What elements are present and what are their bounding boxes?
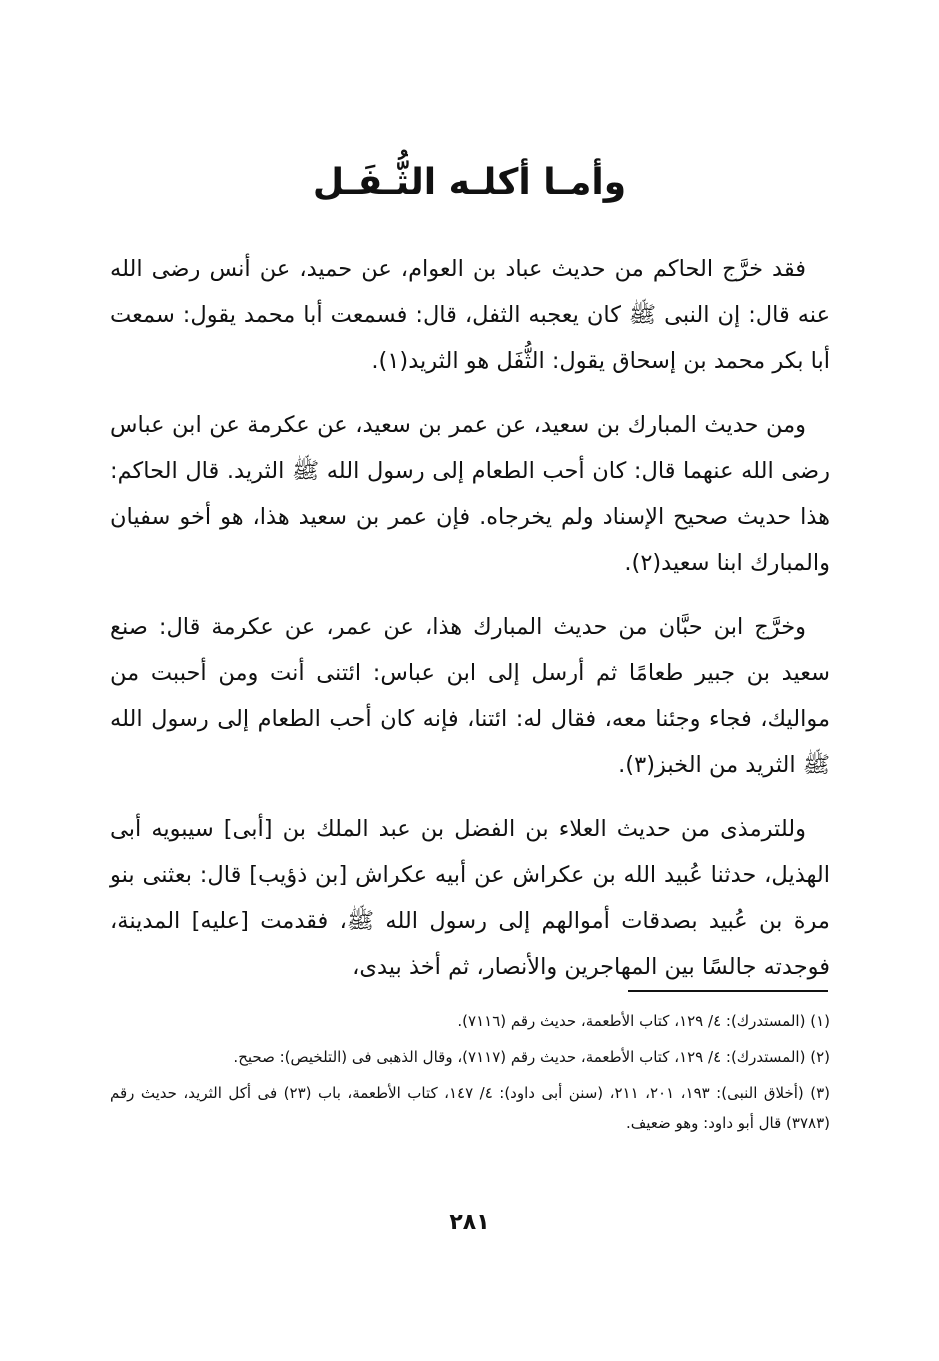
footnote: (١) (المستدرك): ٤/ ١٢٩، كتاب الأطعمة، حديث رقم (٧١١٦). — [457, 1012, 830, 1030]
footnote: (٢) (المستدرك): ٤/ ١٢٩، كتاب الأطعمة، حديث رقم (٧١١٧)، وقال الذهبى فى (التلخيص): صحيح. — [233, 1048, 830, 1066]
paragraph: وخرَّج ابن حبَّان من حديث المبارك هذا، عن عمر، عن عكرمة قال: صنع سعيد بن جبير طعامًا ثم أرسل إلى ابن عباس: ائتنى أنت ومن أحببت من مواليك، فجاء وجئنا معه، فقال له: ائتنا، فإنه كان أحب الطعام إلى رسول الله ﷺ الثريد من الخبز(٣). — [110, 614, 830, 778]
paragraph: ومن حديث المبارك بن سعيد، عن عمر بن سعيد، عن عكرمة عن ابن عباس رضى الله عنهما قال: كان أحب الطعام إلى رسول الله ﷺ الثريد. قال الحاكم: هذا حديث صحيح الإسناد ولم يخرجاه. فإن عمر بن سعيد هذا، هو أخو سفيان والمبارك ابنا سعيد(٢). — [110, 412, 830, 576]
footnotes — [110, 1006, 830, 1144]
footnote: (٣) (أخلاق النبى): ١٩٣، ٢٠١، ٢١١، (سنن أبى داود): ٤/ ١٤٧، كتاب الأطعمة، باب (٢٣) فى أكل الثريد، حديث رقم (٣٧٨٣) قال أبو داود: وهو ضعيف. — [110, 1084, 831, 1132]
paragraph: وللترمذى من حديث العلاء بن الفضل بن عبد الملك بن [أبى] سيبويه أبى الهذيل، حدثنا عُبيد الله بن عكراش عن أبيه عكراش [بن ذؤيب] قال: بعثنى بنو مرة بن عُبيد بصدقات أموالهم إلى رسول الله ﷺ، فقدمت [عليه] المدينة، فوجدته جالسًا بين المهاجرين والأنصار، ثم أخذ بيدى، — [110, 816, 830, 980]
footnote-divider — [628, 990, 828, 992]
page-number: ٢٨١ — [449, 1210, 490, 1235]
main-text — [110, 246, 830, 1008]
page-title: وأمـا أكلـه الثُّـفَـل — [312, 162, 627, 203]
paragraph: فقد خرَّج الحاكم من حديث عباد بن العوام، عن حميد، عن أنس رضى الله عنه قال: إن النبى ﷺ كان يعجبه الثفل، قال: فسمعت أبا محمد يقول: سمعت أبا بكر محمد بن إسحاق يقول: الثُّفَل هو الثريد(١). — [110, 256, 830, 374]
